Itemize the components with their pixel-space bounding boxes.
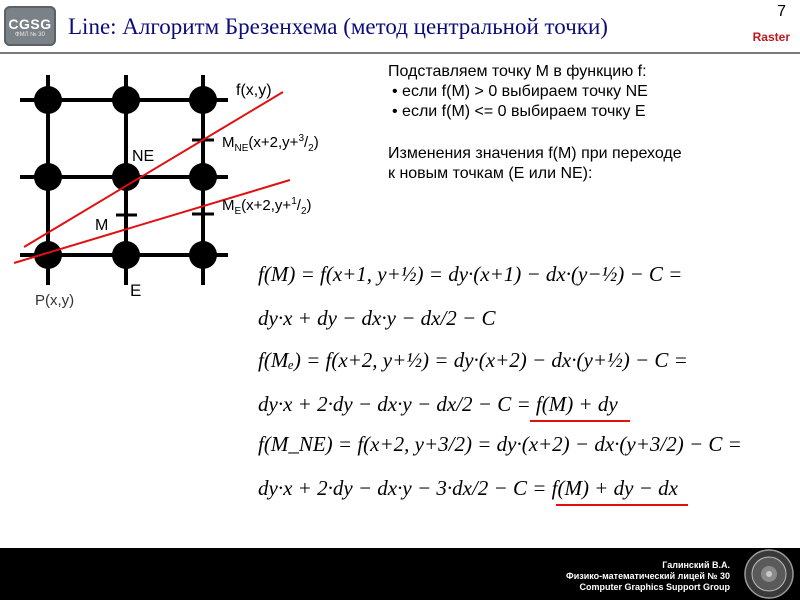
pixel-dot [112,86,140,114]
mne-den: 2 [308,143,314,154]
title-divider [0,52,800,54]
mne-main: M [222,134,235,151]
spacer [388,122,682,144]
pixel-dot [34,163,62,191]
mne-num: 3 [298,133,304,144]
label-e: E [130,281,142,300]
bullet-ne: • если f(M) > 0 выбираем точку NE [392,83,648,100]
pixel-dot [189,163,217,191]
formula-fm-line1: f(M) = f(x+1, y+½) = dy·(x+1) − dx·(y−½) − C = [258,262,683,286]
mne-sub: NE [234,143,249,154]
pixel-dot [189,86,217,114]
pixel-dot [34,86,62,114]
pixel-dots [34,86,217,269]
logo-text: CGSG [8,16,52,32]
formula-fmne-line2: dy·x + 2·dy − dx·y − 3·dx/2 − C = f(M) + dy − dx [258,476,678,500]
label-mne: $M_{NE}(x+2,y+^3/_2)$ [222,133,319,154]
school-seal-icon [742,548,796,600]
formula-fmne-line1: f(M_NE) = f(x+2, y+3/2) = dy·(x+2) − dx·(y+3/2) − C = [258,432,742,456]
slide-title: Line: Алгоритм Брезенхема (метод центральной точки) [68,14,608,39]
section-tag: Raster [752,30,790,44]
underline-fmne [556,504,688,506]
explanation-text [388,62,682,184]
line-secondary [14,180,290,263]
change-line-2: к новым точкам (E или NE): [388,165,593,182]
cgsg-logo [4,6,56,46]
change-line-1: Изменения значения f(M) при переходе [388,145,682,162]
label-pxy: P(x,y) [35,292,75,309]
label-m: M [95,217,109,234]
me-rest: (x+2,y+ [241,197,292,214]
logo-subtext: ФМЛ № 30 [15,32,45,38]
me-num: 1 [291,196,297,207]
footer-school: Физико-математический лицей № 30 [566,571,730,581]
intro-line: Подставляем точку M в функцию f: [388,63,647,80]
formula-fme-line1: f(Mₑ) = f(x+2, y+½) = dy·(x+2) − dx·(y+½) − C = [258,348,688,372]
label-fxy: f(x,y) [236,82,272,99]
me-close: ) [306,197,312,214]
footer-author: Галинский В.А. [662,560,730,570]
mne-rest: (x+2,y+ [248,134,299,151]
bullet-e: • если f(M) <= 0 выбираем точку E [392,103,646,120]
label-me: $M_E(x+2,y+^1/_2)$ [222,196,312,217]
underline-fme [530,420,630,422]
me-main: M [222,197,235,214]
label-ne: NE [132,148,155,165]
me-den: 2 [300,206,307,217]
line-fxy [24,92,283,247]
pixel-dot-e [112,241,140,269]
page-number: 7 [777,3,786,20]
me-sub: E [234,206,242,217]
footer-credits [566,560,730,593]
footer-group: Computer Graphics Support Group [579,582,730,592]
formula-fme-line2: dy·x + 2·dy − dx·y − dx/2 − C = f(M) + dy [258,392,618,416]
formula-fm-line2: dy·x + dy − dx·y − dx/2 − C [258,306,496,330]
mne-close: ) [313,134,319,151]
pixel-dot [189,241,217,269]
